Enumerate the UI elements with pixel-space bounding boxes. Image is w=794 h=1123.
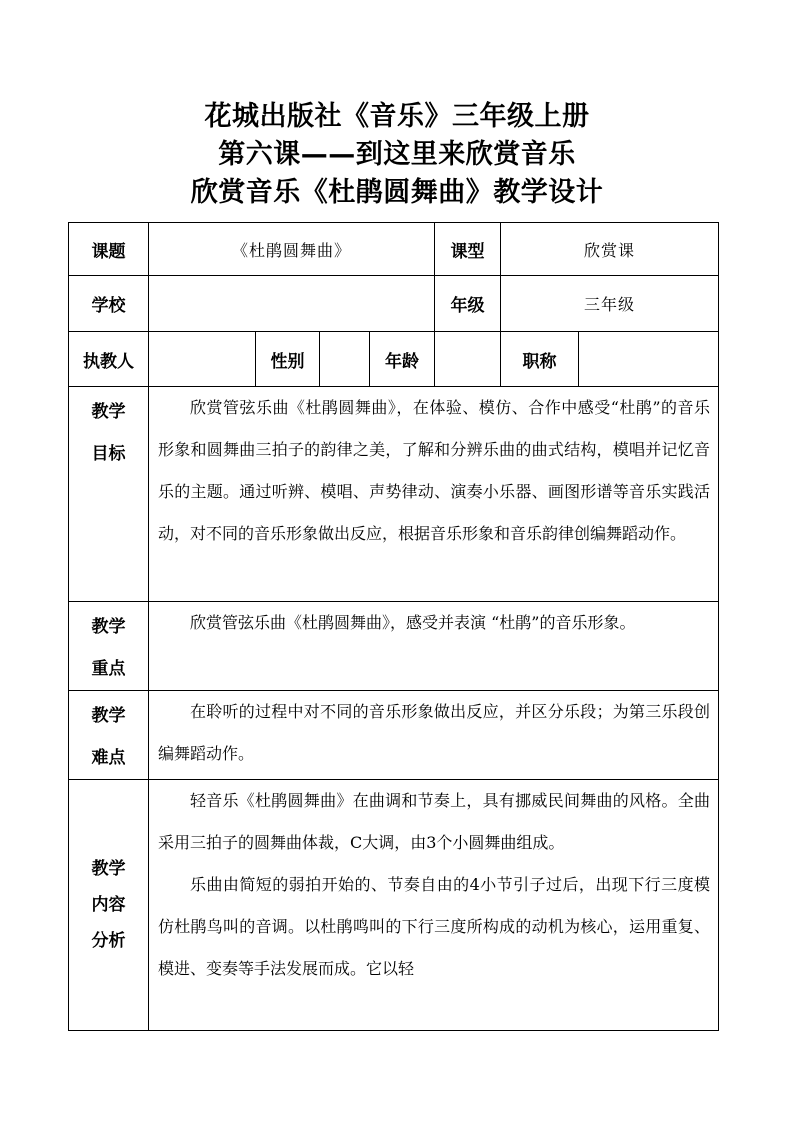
type-label: 课型 [435,223,501,276]
type-value: 欣赏课 [501,223,719,276]
row-key-points [69,602,719,691]
grade-value: 三年级 [501,276,719,332]
age-value [435,332,501,387]
document-title [0,98,794,212]
difficulties-text: 在聆听的过程中对不同的音乐形象做出反应，并区分乐段；为第三乐段创编舞蹈动作。 [149,691,719,780]
row-analysis [69,780,719,1031]
difficulties-label-line-2: 难点 [91,748,126,768]
key-points-label [69,602,149,691]
teacher-value [149,332,256,387]
gender-value [320,332,370,387]
row-teacher [69,332,719,387]
analysis-text [149,780,719,1031]
grade-label: 年级 [435,276,501,332]
row-goals [69,387,719,602]
analysis-paragraph-1: 轻音乐《杜鹃圆舞曲》在曲调和节奏上，具有挪威民间舞曲的风格。全曲采用三拍子的圆舞曲体裁，C大调，由3个小圆舞曲组成。 [158,791,711,852]
goals-label-line-2: 目标 [91,444,126,464]
goals-label [69,387,149,602]
row-school [69,276,719,332]
school-value [149,276,435,332]
analysis-label-line-2: 内容 [91,895,126,915]
difficulties-label [69,691,149,780]
lesson-plan-table [68,222,719,1031]
title-line-2: 第六课——到这里来欣赏音乐 [218,139,576,170]
age-label: 年龄 [370,332,435,387]
row-difficulties [69,691,719,780]
goals-text: 欣赏管弦乐曲《杜鹃圆舞曲》，在体验、模仿、合作中感受“杜鹃”的音乐形象和圆舞曲三拍子的韵律之美，了解和分辨乐曲的曲式结构，模唱并记忆音乐的主题。通过听辨、模唱、声势律动、演奏小乐器、画图形谱等音乐实践活动，对不同的音乐形象做出反应，根据音乐形象和音乐韵律创编舞蹈动作。 [149,387,719,602]
analysis-paragraph-2: 乐曲由简短的弱拍开始的、节奏自由的4小节引子过后，出现下行三度模仿杜鹃鸟叫的音调。以杜鹃鸣叫的下行三度所构成的动机为核心，运用重复、模进、变奏等手法发展而成。它以轻 [158,875,711,978]
topic-label: 课题 [69,223,149,276]
title-line-1: 花城出版社《音乐》三年级上册 [204,101,590,132]
teacher-label: 执教人 [69,332,149,387]
key-points-text: 欣赏管弦乐曲《杜鹃圆舞曲》，感受并表演 “杜鹃”的音乐形象。 [149,602,719,691]
topic-value: 《杜鹃圆舞曲》 [149,223,435,276]
analysis-label-line-1: 教学 [91,859,126,879]
goals-label-line-1: 教学 [91,402,126,422]
school-label: 学校 [69,276,149,332]
key-points-label-line-1: 教学 [91,617,126,637]
row-topic [69,223,719,276]
difficulties-label-line-1: 教学 [91,706,126,726]
gender-label: 性别 [256,332,320,387]
analysis-label-line-3: 分析 [91,931,126,951]
analysis-label [69,780,149,1031]
title-label: 职称 [501,332,579,387]
key-points-label-line-2: 重点 [91,659,126,679]
title-line-3: 欣赏音乐《杜鹃圆舞曲》教学设计 [190,177,604,208]
title-value [579,332,719,387]
